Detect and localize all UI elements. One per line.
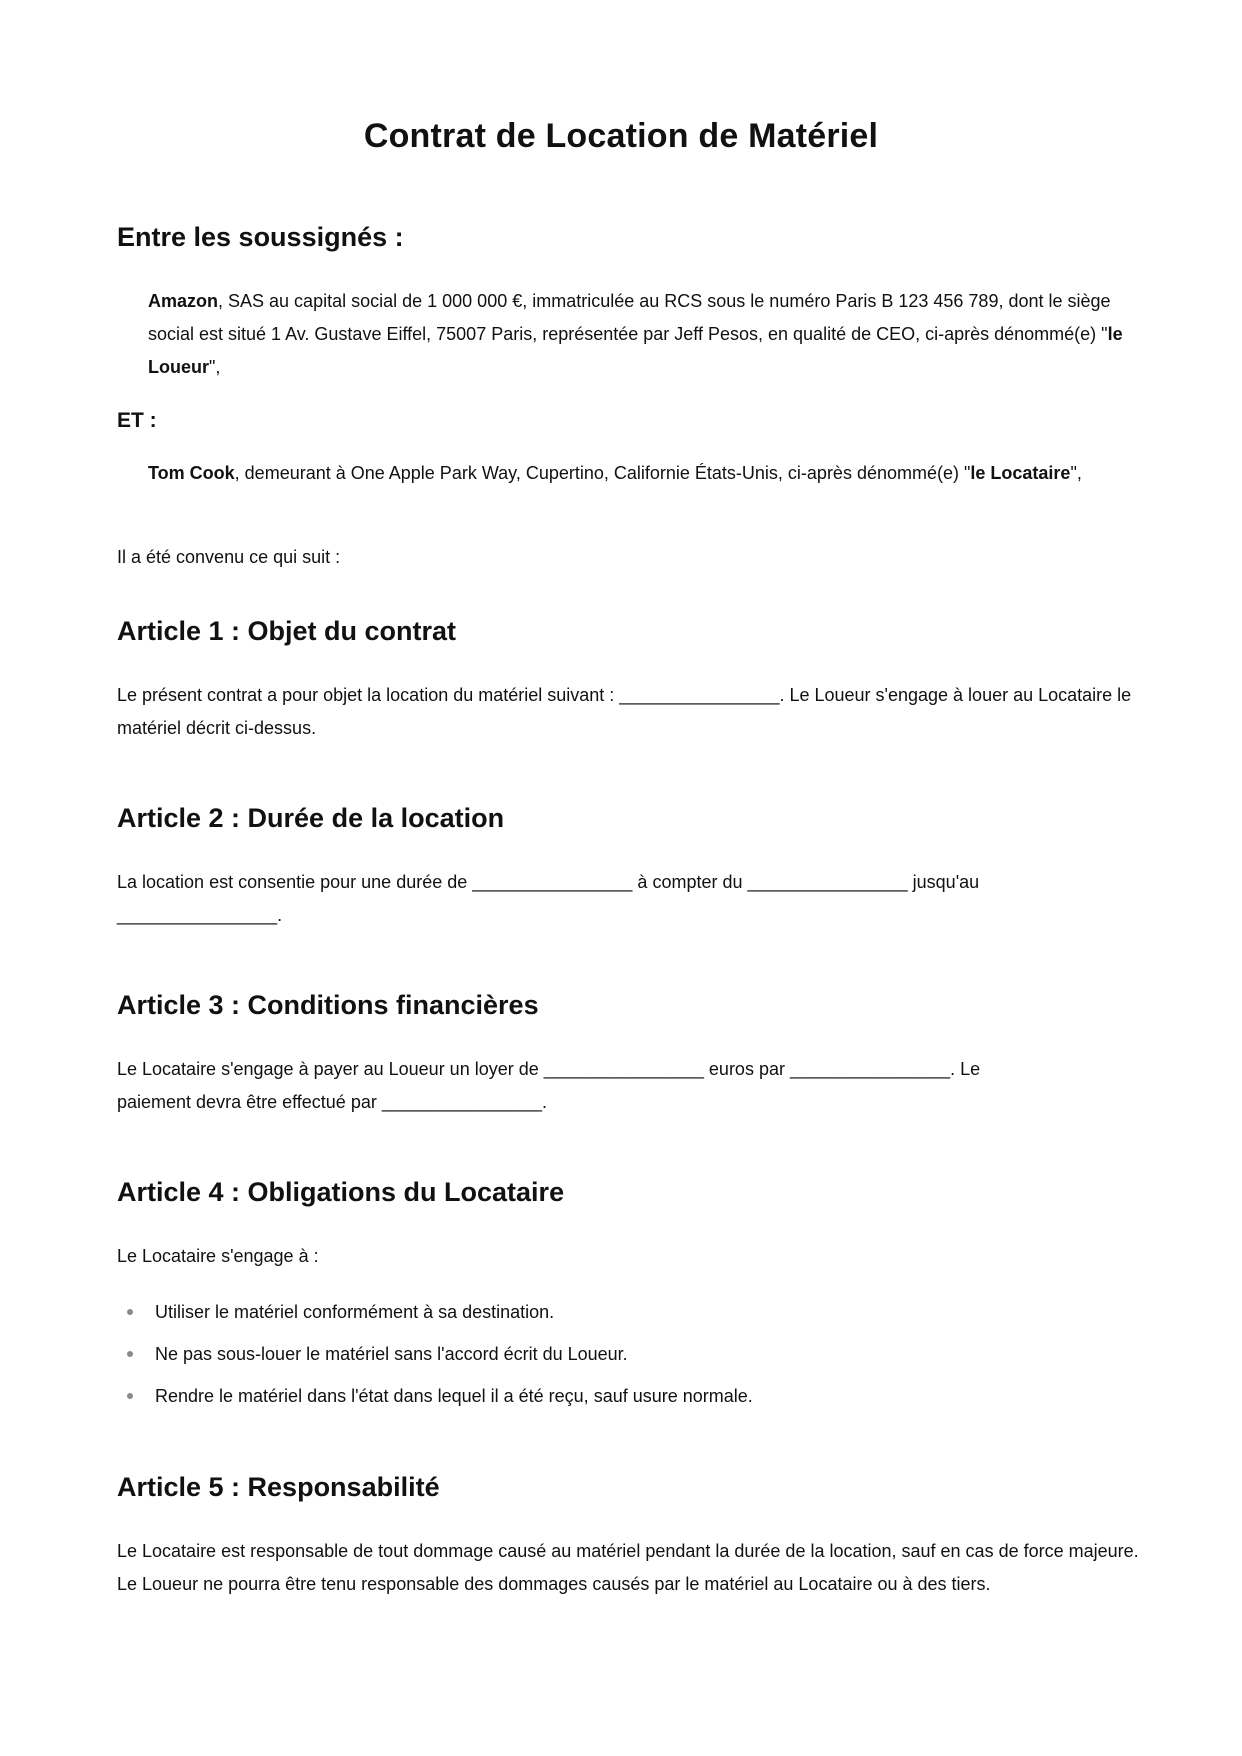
list-item-text: Utiliser le matériel conformément à sa destination. bbox=[155, 1302, 555, 1322]
lessee-name: Tom Cook bbox=[148, 463, 235, 483]
list-item bbox=[117, 1297, 753, 1339]
and-heading: ET : bbox=[117, 409, 157, 432]
list-item-text: Rendre le matériel dans l'état dans lequel il a été reçu, sauf usure normale. bbox=[155, 1386, 753, 1406]
article-2-heading: Article 2 : Durée de la location bbox=[117, 803, 505, 833]
article-2-text: La location est consentie pour une durée de ________________ à compter du ________________ jusqu'au ________________. bbox=[117, 872, 980, 925]
document-title: Contrat de Location de Matériel bbox=[363, 117, 879, 155]
lessor-text: , SAS au capital social de 1 000 000 €, immatriculée au RCS sous le numéro Paris B 123 456 789, dont le siège social est situé 1 Av. Gustave Eiffel, 75007 Paris, représentée par Jeff Pesos, en qualité de CEO, ci-après dénommé(e) " bbox=[148, 291, 1111, 344]
article-3-text: Le Locataire s'engage à payer au Loueur un loyer de ________________ euros par ________________. Le paiement devra être effectué par ________________. bbox=[117, 1059, 981, 1112]
article-5-heading: Article 5 : Responsabilité bbox=[117, 1472, 440, 1502]
bullet-icon bbox=[127, 1393, 133, 1399]
list-item bbox=[117, 1339, 753, 1381]
article-4-heading: Article 4 : Obligations du Locataire bbox=[117, 1177, 565, 1207]
lessee-text: , demeurant à One Apple Park Way, Cupertino, Californie États-Unis, ci-après dénommé(e) " bbox=[234, 463, 971, 483]
article-4-text: Le Locataire s'engage à : bbox=[117, 1246, 319, 1266]
lessor-name: Amazon bbox=[148, 291, 219, 311]
article-1-heading: Article 1 : Objet du contrat bbox=[117, 616, 457, 646]
lessor-suffix: ", bbox=[209, 357, 221, 377]
bullet-icon bbox=[127, 1309, 133, 1315]
list-item-text: Ne pas sous-louer le matériel sans l'accord écrit du Loueur. bbox=[155, 1344, 628, 1364]
lessee-suffix: ", bbox=[1070, 463, 1082, 483]
article-3-heading: Article 3 : Conditions financières bbox=[117, 990, 539, 1020]
parties-heading: Entre les soussignés : bbox=[117, 222, 404, 252]
bullet-icon bbox=[127, 1351, 133, 1357]
lessor-paragraph bbox=[148, 285, 1128, 384]
list-item bbox=[117, 1381, 753, 1423]
obligations-list bbox=[117, 1297, 753, 1423]
article-1-text: Le présent contrat a pour objet la location du matériel suivant : ________________. Le Loueur s'engage à louer au Locataire le matériel décrit ci-dessus. bbox=[117, 685, 1132, 738]
article-5-text: Le Locataire est responsable de tout dommage causé au matériel pendant la durée de la location, sauf en cas de force majeure. Le Loueur ne pourra être tenu responsable des dommages causés par le matériel au Locataire ou à des tiers. bbox=[117, 1541, 1139, 1594]
lessor-role: le Loueur bbox=[148, 324, 1123, 377]
lessee-paragraph bbox=[148, 457, 1128, 490]
agreed-text: Il a été convenu ce qui suit : bbox=[117, 547, 341, 567]
lessee-role: le Locataire bbox=[970, 463, 1071, 483]
